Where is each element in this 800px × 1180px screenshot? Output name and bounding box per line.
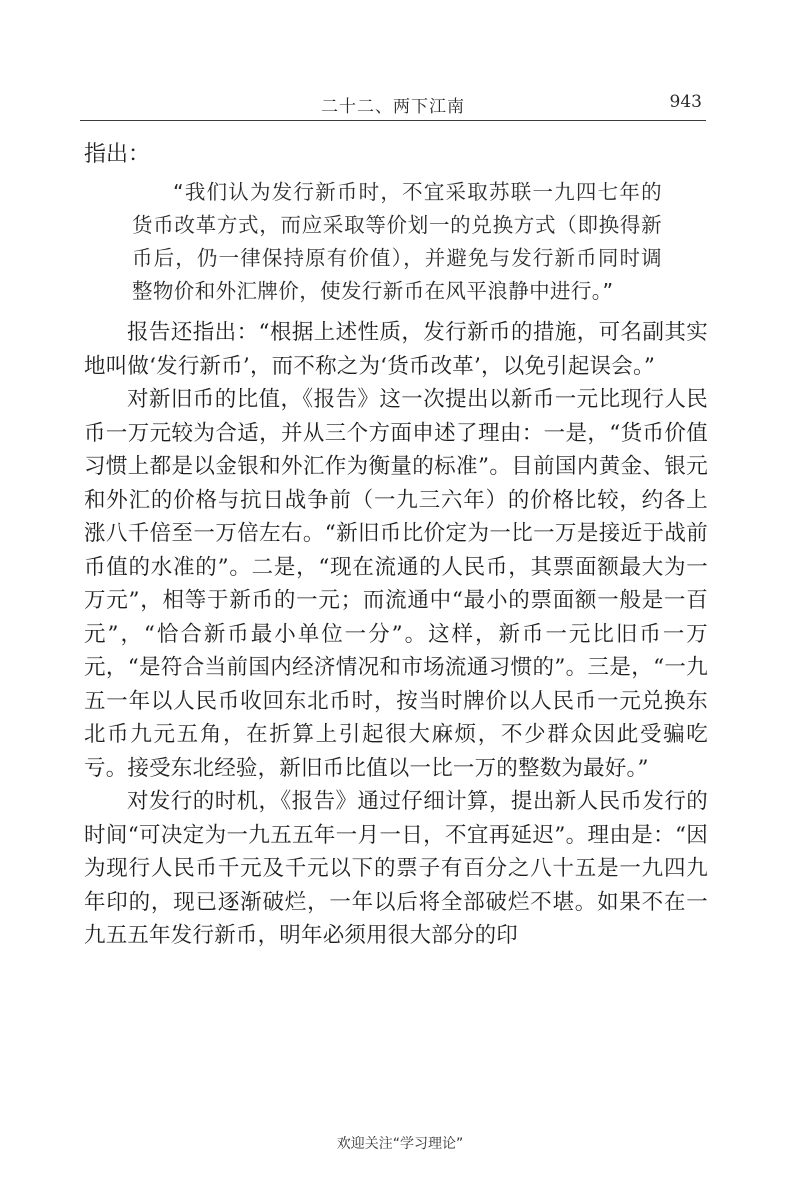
paragraph: 对新旧币的比值，《报告》这一次提出以新币一元比现行人民币一万元较为合适，并从三个方面申述了理由：一是，“货币价值习惯上都是以金银和外汇作为衡量的标准”。目前国内黄金、银元和外汇的价格与抗日战争前（一九三六年）的价格比较，约各上涨八千倍至一万倍左右。“新旧币比价定为一比一万是接近于战前币值的水准的”。二是，“现在流通的人民币，其票面额最大为一万元”，相等于新币的一元；而流通中“最小的票面额一般是一百元”，“恰合新币最小单位一分”。这样，新币一元比旧币一万元，“是符合当前国内经济情况和市场流通习惯的”。三是，“一九五一年以人民币收回东北币时，按当时牌价以人民币一元兑换东北币九元五角，在折算上引起很大麻烦，不少群众因此受骗吃亏。接受东北经验，新旧币比值以一比一万的整数为最好。”: [84, 387, 708, 781]
lead-line: 指出：: [84, 142, 151, 167]
page-number: 943: [669, 92, 702, 112]
paragraph: 报告还指出：“根据上述性质，发行新币的措施，可名副其实地叫做‘发行新币’，而不称之为‘货币改革’，以免引起误会。”: [84, 320, 708, 379]
paragraph: 对发行的时机，《报告》通过仔细计算，提出新人民币发行的时间“可决定为一九五五年一月一日，不宜再延迟”。理由是：“因为现行人民币千元及千元以下的票子有百分之八十五是一九四九年印的，现已逐渐破烂，一年以后将全部破烂不堪。如果不在一九五五年发行新币，明年必须用很大部分的印: [84, 789, 708, 948]
page-header: [80, 92, 706, 121]
footer-caption: 欢迎关注“学习理论”: [336, 1136, 464, 1152]
chapter-title: 二十二、两下江南: [321, 97, 465, 117]
block-quote: “我们认为发行新币时，不宜采取苏联一九四七年的货币改革方式，而应采取等价划一的兑换方式（即换得新币后，仍一律保持原有价值），并避免与发行新币同时调整物价和外汇牌价，使发行新币在风平浪静中进行。”: [132, 180, 662, 303]
page-body: [84, 138, 708, 953]
